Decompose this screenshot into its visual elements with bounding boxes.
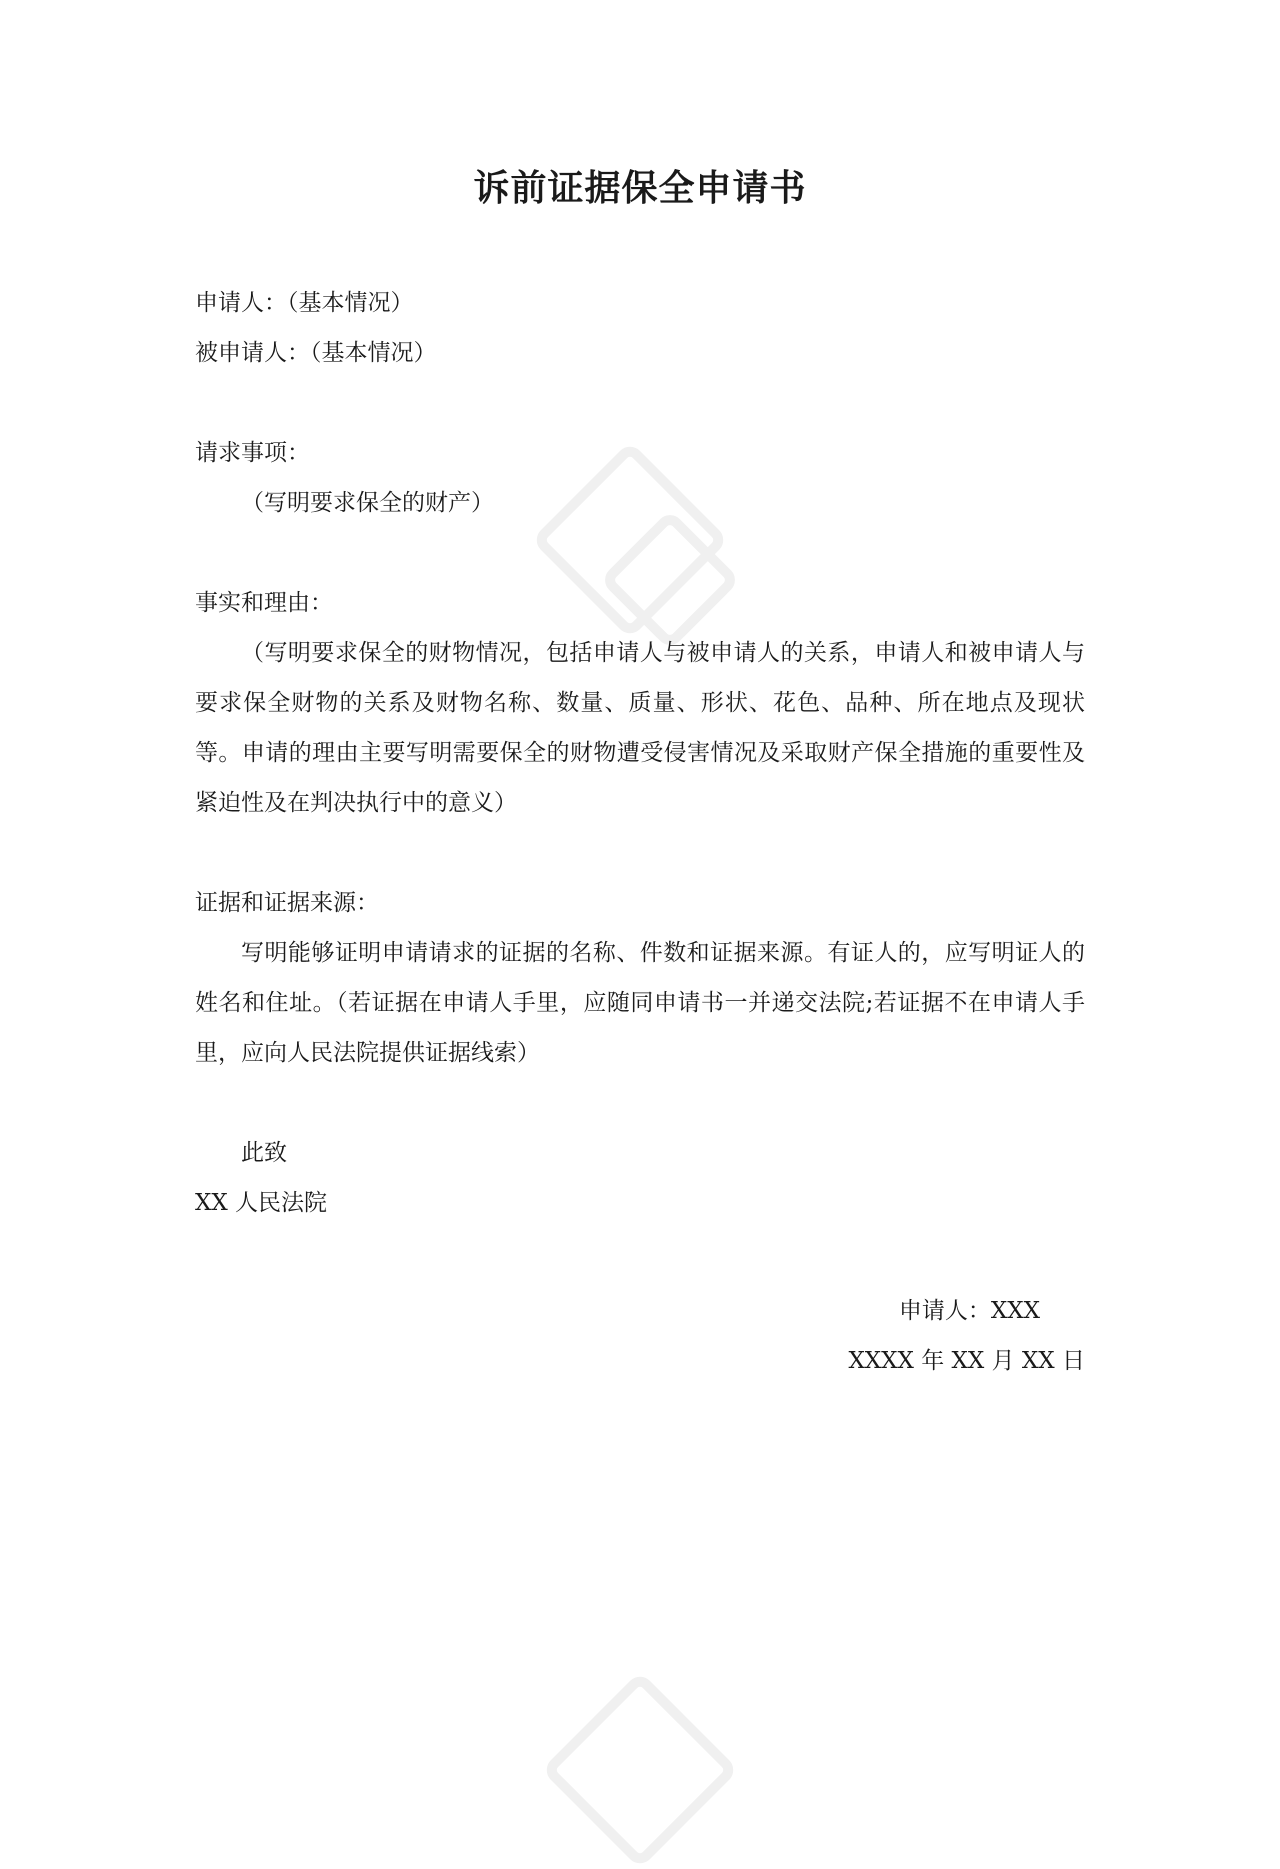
- document-title: 诉前证据保全申请书: [473, 168, 807, 209]
- salutation: 此致: [241, 1140, 287, 1166]
- signature-date: XXXX 年 XX 月 XX 日: [848, 1348, 1085, 1374]
- evidence-heading: 证据和证据来源：: [195, 890, 379, 916]
- evidence-body: 写明能够证明申请请求的证据的名称、件数和证据来源。有证人的，应写明证人的姓名和住址。（若证据在申请人手里，应随同申请书一并递交法院;若证据不在申请人手里，应向人民法院提供证据线索）: [195, 940, 1085, 1066]
- court-name: XX 人民法院: [195, 1190, 328, 1216]
- signature-block: [848, 1286, 1085, 1386]
- document-body: [195, 278, 1085, 1228]
- facts-body: （写明要求保全的财物情况，包括申请人与被申请人的关系，申请人和被申请人与要求保全财物的关系及财物名称、数量、质量、形状、花色、品种、所在地点及现状等。申请的理由主要写明需要保全的财物遭受侵害情况及采取财产保全措施的重要性及紧迫性及在判决执行中的意义）: [195, 640, 1085, 816]
- claims-body: （写明要求保全的财产）: [241, 490, 494, 516]
- signature-applicant: 申请人：XXX: [898, 1298, 1040, 1324]
- claims-heading: 请求事项：: [195, 440, 310, 466]
- facts-heading: 事实和理由：: [195, 590, 333, 616]
- applicant-line: 申请人：（基本情况）: [195, 290, 414, 316]
- watermark-shape: [541, 1671, 739, 1869]
- respondent-line: 被申请人：（基本情况）: [195, 340, 437, 366]
